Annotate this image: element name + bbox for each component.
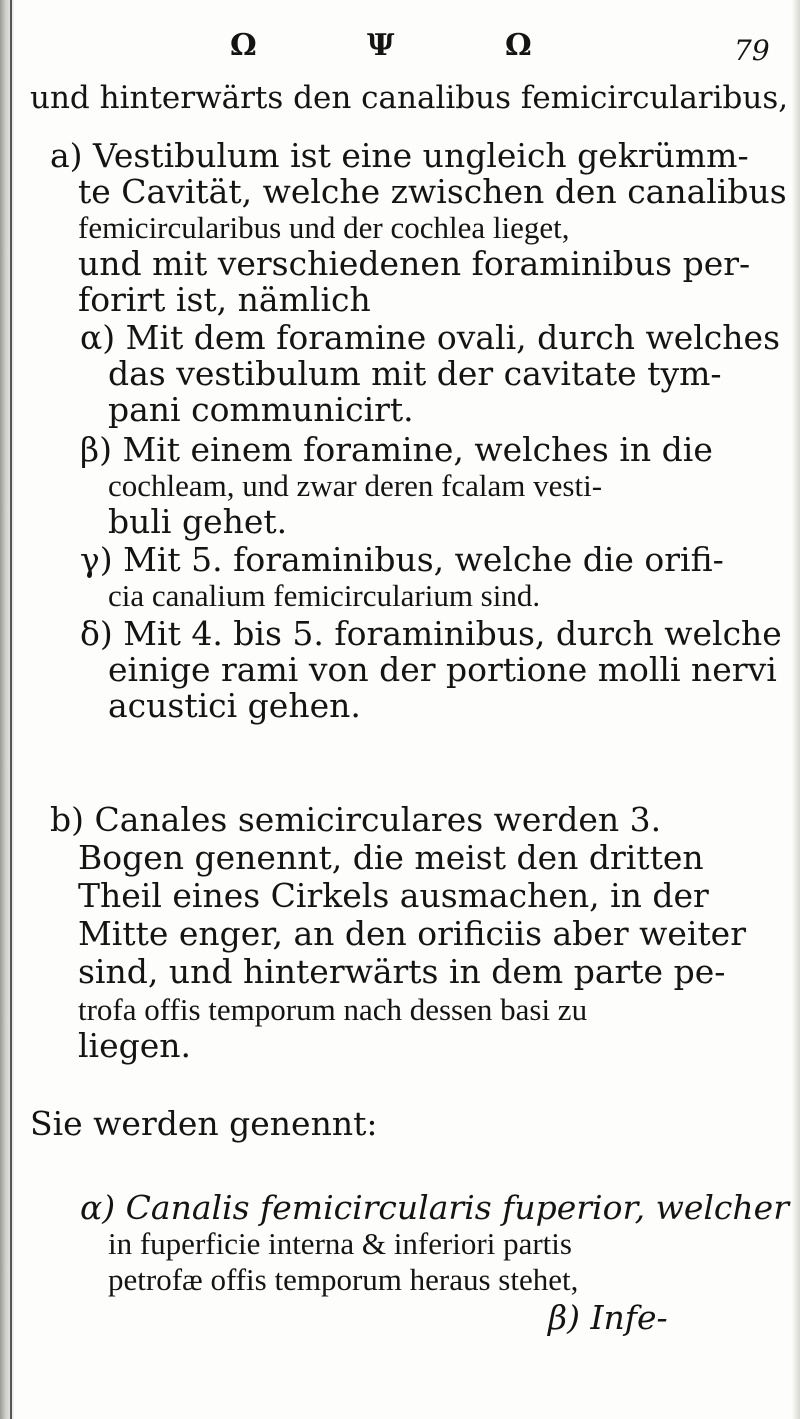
- text-line: in fuperficie interna & inferiori partis: [108, 1226, 572, 1261]
- page-edge-shadow: [792, 0, 800, 1419]
- text-line: femicircularibus und der cochlea lieget,: [78, 210, 570, 245]
- text-line: forirt ist, nämlich: [78, 280, 371, 319]
- text-line: Mitte enger, an den orificiis aber weiter: [78, 914, 746, 953]
- text-line: γ) Mit 5. foraminibus, welche die orifi-: [80, 540, 724, 579]
- text-line: und hinterwärts den canalibus femicircularibus,: [30, 80, 789, 116]
- text-line: das vestibulum mit der cavitate tym-: [108, 354, 722, 393]
- text-line: Theil eines Cirkels ausmachen, in der: [78, 876, 709, 915]
- page-number: 79: [734, 34, 770, 67]
- signature-mark-left: Ω: [230, 28, 257, 63]
- page-header: [0, 28, 800, 78]
- text-line: te Cavität, welche zwischen den canalibus: [78, 172, 787, 211]
- text-line: δ) Mit 4. bis 5. foraminibus, durch welche: [80, 614, 782, 653]
- text-line: Bogen genennt, die meist den dritten: [78, 838, 704, 877]
- text-line: petrofæ offis temporum heraus stehet,: [108, 1262, 579, 1297]
- text-line: buli gehet.: [108, 502, 288, 541]
- text-line: cochleam, und zwar deren fcalam vesti-: [108, 468, 603, 503]
- text-line: pani communicirt.: [108, 390, 414, 429]
- text-line: und mit verschiedenen foraminibus per-: [78, 244, 751, 283]
- signature-mark-middle: Ψ: [367, 28, 395, 63]
- text-line: sind, und hinterwärts in dem parte pe-: [78, 952, 726, 991]
- text-line: a) Vestibulum ist eine ungleich gekrümm-: [50, 136, 749, 175]
- text-line: cia canalium femicircularium sind.: [108, 578, 541, 613]
- text-line: α) Canalis femicircularis fuperior, welcher: [80, 1188, 789, 1227]
- text-line: trofa offis temporum nach dessen basi zu: [78, 992, 588, 1027]
- text-line: α) Mit dem foramine ovali, durch welches: [80, 318, 781, 357]
- page-gutter-line: [10, 0, 12, 1419]
- text-line: acustici gehen.: [108, 686, 361, 725]
- text-line: Sie werden genennt:: [30, 1104, 378, 1143]
- text-line: einige rami von der portione molli nervi: [108, 650, 777, 689]
- text-line: b) Canales semicirculares werden 3.: [50, 800, 662, 839]
- text-line: β) Infe-: [548, 1298, 668, 1337]
- signature-mark-right: Ω: [505, 28, 532, 63]
- text-line: liegen.: [78, 1026, 192, 1065]
- text-line: β) Mit einem foramine, welches in die: [80, 430, 713, 469]
